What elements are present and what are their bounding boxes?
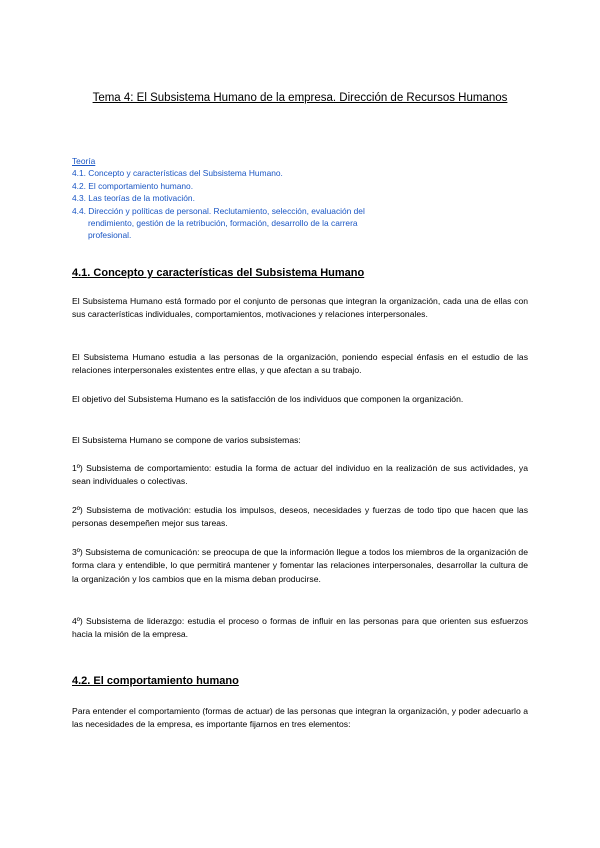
paragraph: El objetivo del Subsistema Humano es la satisfacción de los individuos que componen la organización. — [72, 394, 464, 404]
toc-item[interactable]: 4.3. Las teorías de la motivación. — [72, 193, 195, 204]
section-heading: 4.2. El comportamiento humano — [72, 675, 239, 687]
paragraph: 2º) Subsistema de motivación: estudia los impulsos, deseos, necesidades y fuerzas de todo tipo que hacen que las personas desempeñen mejor sus tareas. — [72, 505, 528, 529]
paragraph: Para entender el comportamiento (formas de actuar) de las personas que integran la organización, y poder adecuarlo a las necesidades de la empresa, es importante fijarnos en tres elementos: — [72, 706, 528, 730]
toc-heading-link[interactable]: Teoría — [72, 156, 96, 166]
toc-item[interactable]: 4.2. El comportamiento humano. — [72, 180, 194, 191]
document-title: Tema 4: El Subsistema Humano de la empresa. Dirección de Recursos Humanos — [92, 92, 508, 104]
paragraph: 3º) Subsistema de comunicación: se preocupa de que la información llegue a todos los miembros de la organización de forma clara y entendible, lo que permitirá mantener y fomentar las relaciones interpersonales, desarrollar la cultura de la organización y los cambios que en la misma deban producirse. — [72, 547, 528, 584]
paragraph: El Subsistema Humano estudia a las personas de la organización, poniendo especial énfasis en el estudio de las relaciones interpersonales existentes entre ellas, y que afectan a su trabajo. — [72, 352, 528, 376]
paragraph: 4º) Subsistema de liderazgo: estudia el proceso o formas de influir en las personas para que orienten sus esfuerzos hacia la misión de la empresa. — [72, 616, 528, 640]
section-heading: 4.1. Concepto y características del Subsistema Humano — [72, 267, 365, 279]
table-of-contents — [72, 155, 372, 242]
paragraph: 1º) Subsistema de comportamiento: estudia la forma de actuar del individuo en la realización de sus actividades, ya sean individuales o colectivas. — [72, 463, 528, 487]
toc-item[interactable]: 4.4. Dirección y políticas de personal. Reclutamiento, selección, evaluación del rendimiento, gestión de la retribución, formación, desarrollo de la carrera profesional. — [72, 205, 365, 241]
paragraph: El Subsistema Humano está formado por el conjunto de personas que integran la organización, cada una de ellas con sus características individuales, comportamientos, motivaciones y relaciones interpersonales. — [72, 296, 528, 320]
toc-item[interactable]: 4.1. Concepto y características del Subsistema Humano. — [72, 168, 283, 179]
paragraph: El Subsistema Humano se compone de varios subsistemas: — [72, 435, 301, 445]
